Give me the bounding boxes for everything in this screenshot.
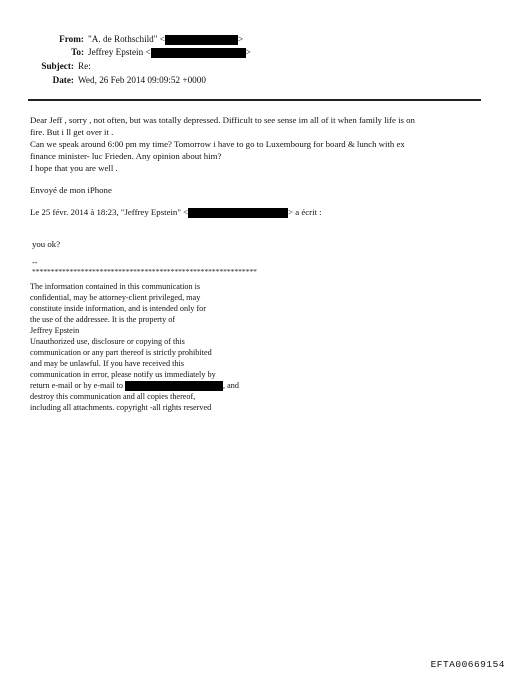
subject-value: Re: — [78, 61, 91, 71]
body-line: I hope that you are well . — [30, 163, 118, 173]
date-value: Wed, 26 Feb 2014 09:09:52 +0000 — [78, 75, 206, 85]
signature: Envoyé de mon iPhone — [30, 185, 112, 195]
from-value: "A. de Rothschild" < — [88, 34, 165, 44]
reply-intro-prefix: Le 25 févr. 2014 à 18:23, "Jeffrey Epstein" < — [30, 207, 189, 217]
to-close: > — [245, 47, 251, 57]
subject-label: Subject: — [41, 61, 74, 71]
disclaimer-line: and may be unlawful. If you have received this — [30, 359, 184, 368]
quoted-message: you ok? — [32, 239, 61, 249]
disclaimer-line: confidential, may be attorney-client privileged, may — [30, 293, 201, 302]
disclaimer-line: Unauthorized use, disclosure or copying of this — [30, 337, 185, 346]
body-line: Dear Jeff , sorry , not often, but was totally depressed. Difficult to see sense im all of it when family life is on — [30, 115, 415, 125]
disclaimer-line: Jeffrey Epstein — [30, 326, 80, 335]
body-line: fire. But i ll get over it . — [30, 127, 114, 137]
to-value: Jeffrey Epstein < — [88, 47, 151, 57]
date-label: Date: — [52, 75, 74, 85]
body-line: Can we speak around 6:00 pm my time? Tomorrow i have to go to Luxembourg for board & lunch with ex — [30, 139, 405, 149]
reply-intro — [30, 206, 322, 218]
stars-line: ************************************************************ — [32, 267, 257, 276]
redaction-box — [188, 208, 288, 218]
disclaimer-line: constitute inside information, and is intended only for — [30, 304, 206, 313]
separator: -- — [32, 258, 38, 267]
disclaimer — [30, 281, 239, 413]
redaction-box — [125, 381, 223, 391]
disclaimer-line: communication or any part thereof is strictly prohibited — [30, 348, 212, 357]
email-line-suffix: , and — [223, 381, 239, 390]
redaction-box — [165, 35, 238, 45]
redaction-box — [151, 48, 246, 58]
from-label: From: — [59, 34, 84, 44]
reply-intro-suffix: > a écrit : — [288, 207, 322, 217]
document-id: EFTA00669154 — [430, 659, 505, 670]
to-label: To: — [71, 47, 84, 57]
disclaimer-email-line — [30, 380, 239, 391]
email-line-prefix: return e-mail or by e-mail to — [30, 381, 123, 390]
from-close: > — [238, 34, 244, 44]
header-divider — [28, 99, 481, 101]
body-line: finance minister- luc Frieden. Any opinion about him? — [30, 151, 222, 161]
disclaimer-line: The information contained in this communication is — [30, 282, 201, 291]
disclaimer-line: including all attachments. copyright -all rights reserved — [30, 403, 212, 413]
message-body — [30, 114, 415, 174]
disclaimer-line: communication in error, please notify us immediately by — [30, 370, 216, 379]
disclaimer-line: the use of the addressee. It is the property of — [30, 315, 176, 324]
disclaimer-line: destroy this communication and all copies thereof, — [30, 392, 196, 402]
